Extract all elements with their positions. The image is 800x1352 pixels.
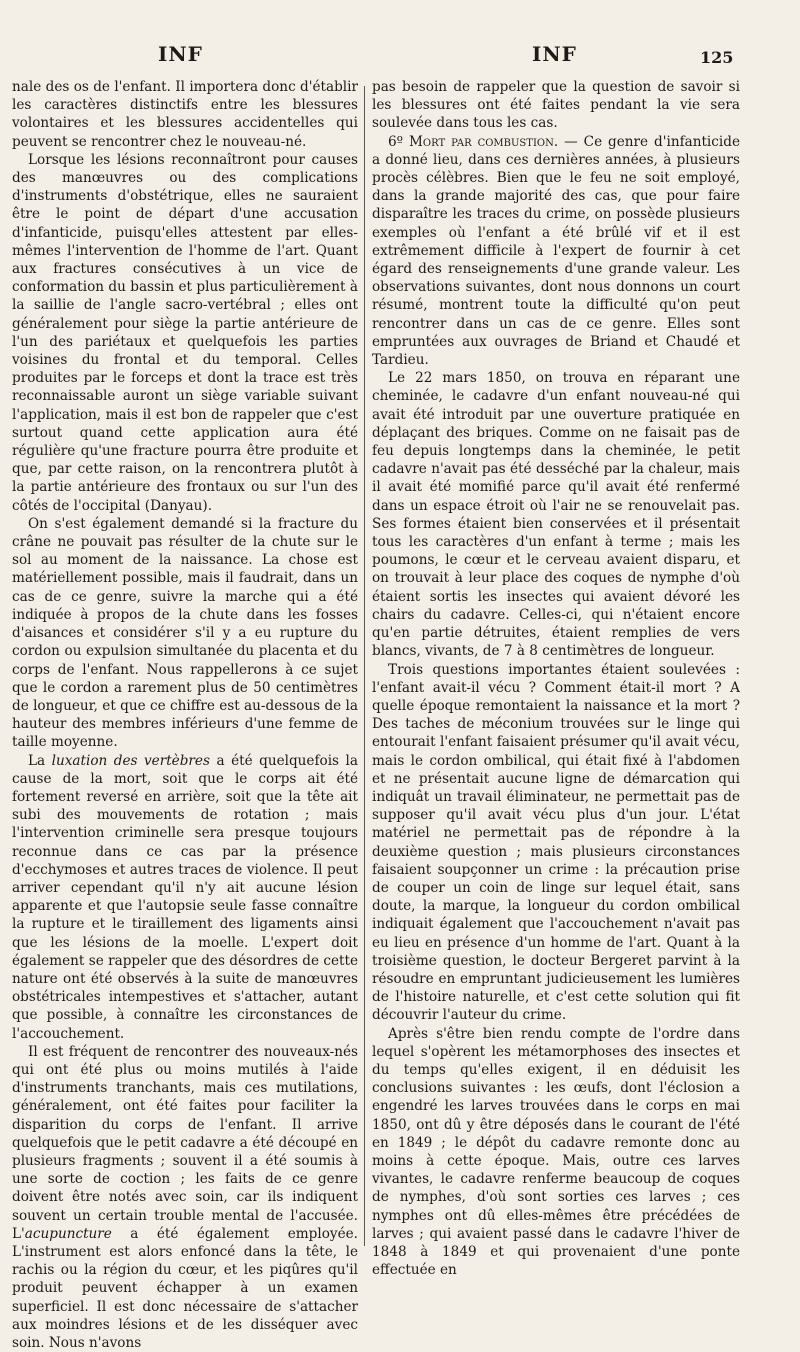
paragraph — [12, 1043, 358, 1352]
paragraph: On s'est également demandé si la fracture du crâne ne pouvait pas résulter de la chute sur le sol au moment de la naissance. La chose est matériellement possible, mais il faudrait, dans un cas de ce genre, suivre la marche qui a été indiquée à propos de la chute dans les fosses d'aisances et considérer s'il y a eu rupture du cordon ou expulsion simultanée du placenta et du corps de l'enfant. Nous rappellerons à ce sujet que le cordon a rarement plus de 50 centimètres de longueur, et que ce chiffre est au-dessous de la hauteur des membres inférieurs d'une femme de taille moyenne. — [12, 515, 358, 751]
paragraph-lead: Il est fréquent de rencontrer des nouveaux-nés qui ont été plus ou moins mutilés à l'aide d'instruments tranchants, mais ces mutilations, généralement, ont été faites pour faciliter la disparition du corps de l'enfant. Il arrive quelquefois que le petit cadavre a été découpé en plusieurs fragments ; souvent il a été soumis à une sorte de coction ; les faits de ce genre doivent être notés avec soin, car ils indiquent souvent un certain trouble mental de l'accusée. L' — [12, 1043, 358, 1242]
section-number: 6º — [388, 133, 409, 150]
running-head-right: INF — [532, 42, 577, 66]
right-column — [372, 78, 740, 1278]
paragraph-text: a été également employée. L'instrument est alors enfoncé dans la tête, le rachis ou la région du cœur, et les piqûres qu'il produit peuvent échapper à un examen superficiel. Il est donc nécessaire de s'attacher aux moindres lésions et de les disséquer avec soin. Nous n'avons — [12, 1225, 358, 1352]
italic-term: luxation des vertèbres — [51, 752, 210, 769]
paragraph-text: — Ce genre d'infanticide a donné lieu, dans ces dernières années, à plusieurs procès célèbres. Bien que le feu ne soit employé, dans la grande majorité des cas, que pour faire disparaître les traces du crime, on possède plusieurs exemples où l'enfant a été brûlé vif et il est extrêmement difficile à l'expert de fournir à cet égard des renseignements d'une grande valeur. Les observations suivantes, dont nous donnons un court résumé, montrent toute la difficulté qu'on peut rencontrer dans un cas de ce genre. Elles sont empruntées aux ouvrages de Briand et Chaudé et Tardieu. — [372, 133, 740, 369]
paragraph: Après s'être bien rendu compte de l'ordre dans lequel s'opèrent les métamorphoses des insectes et du temps qu'elles exigent, il en déduisit les conclusions suivantes : les œufs, dont l'éclosion a engendré les larves trouvées dans le corps en mai 1850, ont dû y être déposés dans le courant de l'été en 1849 ; le dépôt du cadavre remonte donc au moins à cette époque. Mais, outre ces larves vivantes, le cadavre renferme beaucoup de coques de nymphes, d'où sont sorties ces larves ; ces nymphes ont dû elles-mêmes être précédées de larves ; qui avaient passé dans le cadavre l'hiver de 1848 à 1849 et qui provenaient d'une ponte effectuée en — [372, 1025, 740, 1279]
page-number: 125 — [700, 48, 734, 67]
running-head-left: INF — [158, 42, 203, 66]
section-title: Mort par combustion. — [408, 133, 559, 150]
paragraph — [12, 752, 358, 1043]
paragraph: Lorsque les lésions reconnaîtront pour causes des manœuvres ou des complications d'instruments d'obstétrique, elles ne sauraient être le point de départ d'une accusation d'infanticide, puisqu'elles attestent par elles-mêmes l'intervention de l'homme de l'art. Quant aux fractures consécutives à un vice de conformation du bassin et plus particulièrement à la saillie de l'angle sacro-vertébral ; elles ont généralement pour siège la partie antérieure de l'un des pariétaux et quelquefois les parties voisines du frontal et du temporal. Celles produites par le forceps et dont la trace est très reconnaissable auront un siège variable suivant l'application, mais il est bon de rappeler que c'est surtout quand cette application aura été régulière qu'une fracture pourra être produite et que, par cette raison, on la rencontrera plutôt à la partie antérieure des frontaux ou sur l'un des côtés de l'occipital (Danyau). — [12, 151, 358, 514]
paragraph: pas besoin de rappeler que la question de savoir si les blessures ont été faites pendant la vie sera soulevée dans tous les cas. — [372, 79, 740, 132]
paragraph: Le 22 mars 1850, on trouva en réparant une cheminée, le cadavre d'un enfant nouveau-né qui avait été introduit par une ouverture pratiquée en déplaçant des briques. Comme on ne faisait pas de feu depuis longtemps dans la cheminée, le petit cadavre n'avait pas été desséché par la chaleur, mais il avait été momifié parce qu'il avait été renfermé dans un espace étroit où l'air ne se renouvelait pas. Ses formes étaient bien conservées et il présentait tous les caractères d'un enfant à terme ; mais les poumons, le cœur et le cerveau avaient disparu, et on trouvait à leur place des coques de nymphe d'où étaient sortis les insectes qui avaient dévoré les chairs du cadavre. Celles-ci, qui n'étaient encore qu'en partie détruites, étaient remplies de vers blancs, vivants, de 7 à 8 centimètres de longueur. — [372, 370, 740, 660]
italic-term: acupuncture — [24, 1225, 112, 1242]
paragraph-lead: La — [28, 752, 52, 769]
left-column — [12, 78, 358, 1352]
column-divider — [364, 86, 365, 1246]
paragraph — [372, 133, 740, 370]
paragraph: Trois questions importantes étaient soulevées : l'enfant avait-il vécu ? Comment était-il mort ? A quelle époque remontaient la naissance et la mort ? Des taches de méconium trouvées sur le linge qui entourait l'enfant faisaient présumer qu'il avait vécu, mais le cordon ombilical, qui était fixé à l'abdomen et ne présentait aucune ligne de démarcation qui indiquât un travail éliminateur, ne permettait pas de supposer qu'il avait vécu plus d'un jour. L'état matériel ne permettait pas de répondre à la deuxième question ; mais plusieurs circonstances faisaient soupçonner un crime : la précaution prise de couper un coin de linge sur lequel était, sans doute, la marque, la longueur du cordon ombilical indiquait également que l'accouchement n'avait pas eu lieu en présence d'un homme de l'art. Quant à la troisième question, le docteur Bergeret parvint à la résoudre en empruntant judicieusement les lumières de l'histoire naturelle, et c'est cette solution qui fit découvrir l'auteur du crime. — [372, 661, 740, 1024]
paragraph: nale des os de l'enfant. Il importera donc d'établir les caractères distinctifs entre les blessures volontaires et les blessures accidentelles qui peuvent se rencontrer chez le nouveau-né. — [12, 79, 358, 150]
paragraph-text: a été quelquefois la cause de la mort, soit que le corps ait été fortement reversé en arrière, soit que la tête ait subi des mouvements de rotation ; mais l'intervention criminelle sera presque toujours reconnue dans ce cas par la présence d'ecchymoses et autres traces de violence. Il peut arriver cependant qu'il n'y ait aucune lésion apparente et que l'autopsie seule fasse connaître la rupture et le tiraillement des ligaments ainsi que les lésions de la moelle. L'expert doit également se rappeler que des désordres de cette nature ont été observés à la suite de manœuvres obstétricales intempestives et s'attacher, autant que possible, à connaître les circonstances de l'accouchement. — [12, 752, 358, 1042]
